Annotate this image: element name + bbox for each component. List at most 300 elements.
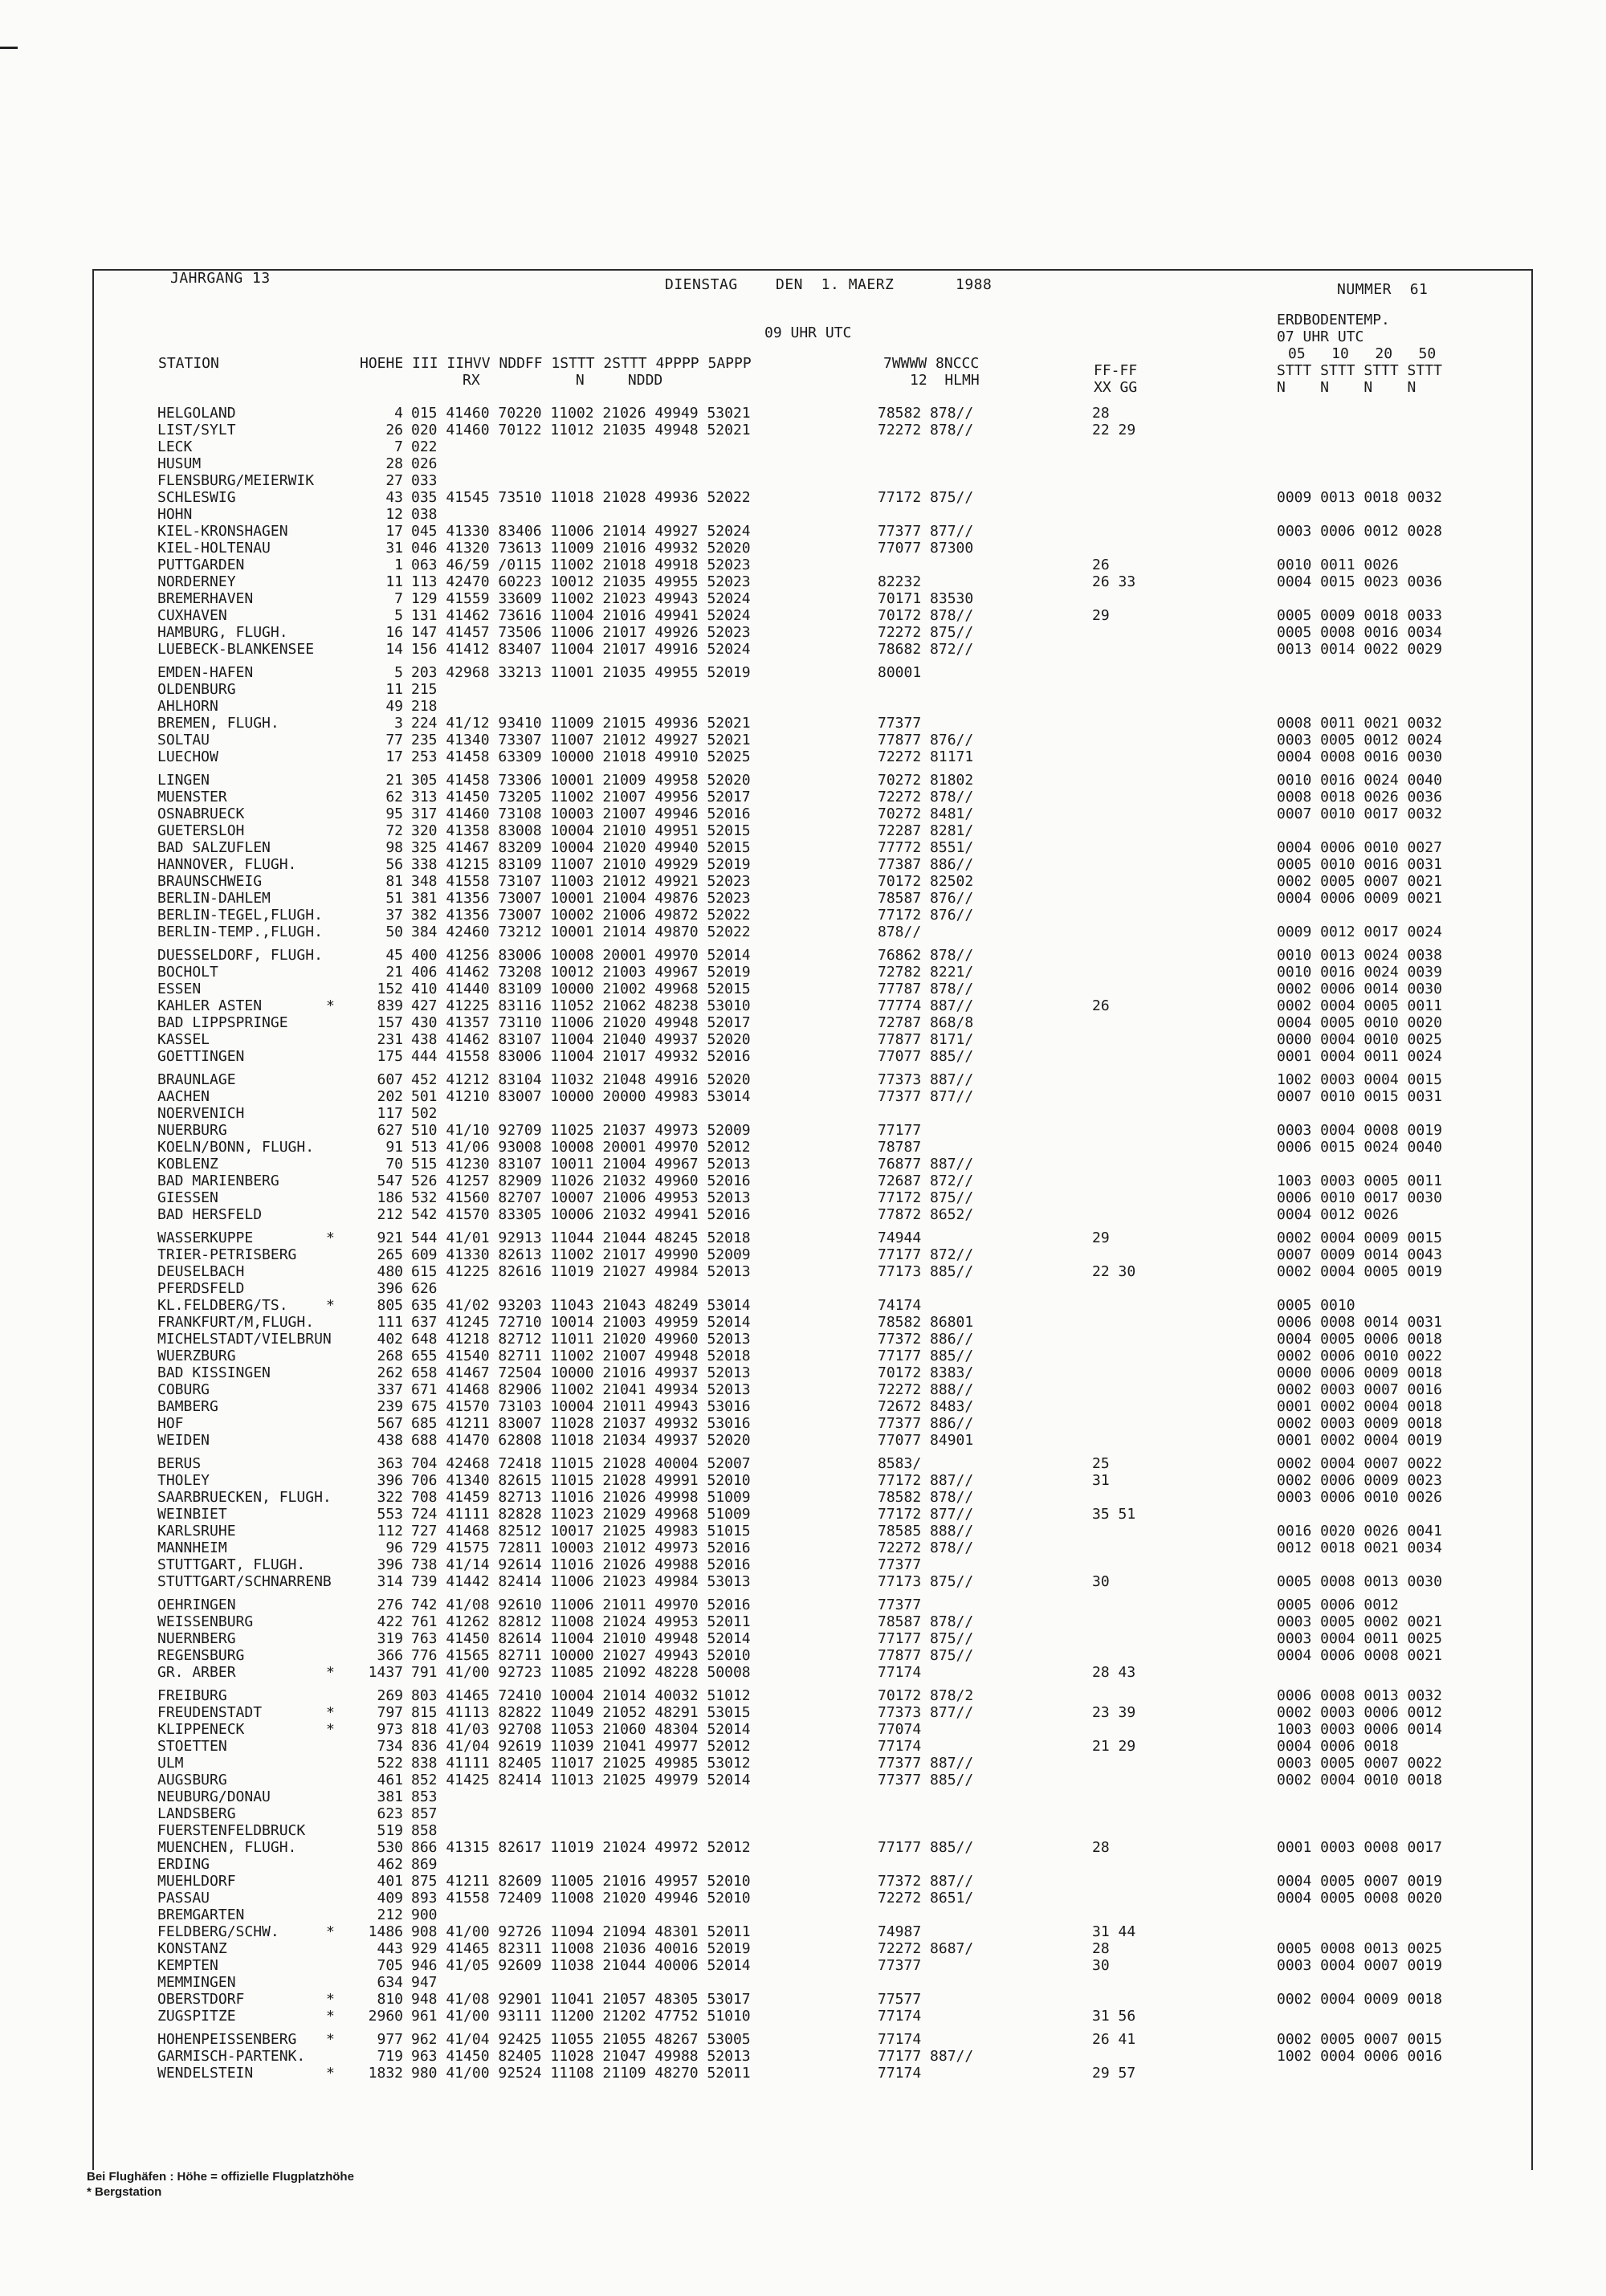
station-name: TRIER-PETRISBERG: [157, 1246, 297, 1263]
table-row: [0, 1172, 1606, 1189]
synop-groups: 215: [411, 681, 438, 698]
weather-groups: 72272 8687/: [878, 1940, 974, 1957]
soil-temperatures: 0001 0002 0004 0018: [1277, 1398, 1442, 1415]
synop-groups: 015 41460 70220 11002 21026 49949 53021: [411, 405, 751, 422]
year-label: 1988: [956, 276, 993, 293]
soil-temperatures: 0004 0006 0010 0027: [1277, 839, 1442, 856]
station-height: 1437: [368, 1664, 403, 1681]
wind-gusts: 28 43: [1092, 1664, 1136, 1681]
weather-groups: 70171 83530: [878, 590, 974, 607]
weather-groups: 72272 8651/: [878, 1890, 974, 1907]
table-row: [0, 924, 1606, 940]
station-height: 17: [385, 523, 403, 540]
wind-gusts: 35 51: [1092, 1506, 1136, 1523]
soil-temperatures: 0010 0016 0024 0040: [1277, 772, 1442, 789]
table-row: [0, 1788, 1606, 1805]
table-row: [0, 607, 1606, 624]
table-row: [0, 772, 1606, 789]
station-name: HELGOLAND: [157, 405, 236, 422]
weather-groups: 78682 872//: [878, 641, 974, 658]
station-name: FREUDENSTADT: [157, 1704, 263, 1721]
soil-temperatures: 0002 0003 0009 0018: [1277, 1415, 1442, 1432]
station-name: OBERSTDORF: [157, 1991, 245, 2008]
station-name: PFERDSFELD: [157, 1280, 245, 1297]
weather-groups: 77172 876//: [878, 907, 974, 924]
weather-groups: 78582 86801: [878, 1314, 974, 1331]
weather-groups: 77172 877//: [878, 1506, 974, 1523]
soil-n-header: N N N N: [1277, 379, 1416, 396]
weather-groups: 78587 876//: [878, 890, 974, 907]
station-height: 28: [385, 455, 403, 472]
synop-groups: 203 42968 33213 11001 21035 49955 52019: [411, 664, 751, 681]
station-height: 31: [385, 540, 403, 557]
weather-groups: 72272 878//: [878, 422, 974, 438]
station-height: 402: [377, 1331, 403, 1348]
synop-groups: 946 41/05 92609 11038 21044 40006 52014: [411, 1957, 751, 1974]
station-height: 422: [377, 1613, 403, 1630]
table-row: [0, 873, 1606, 890]
station-name: DUESSELDORF, FLUGH.: [157, 947, 323, 964]
synop-groups: 685 41211 83007 11028 21037 49932 53016: [411, 1415, 751, 1432]
volume-label: JAHRGANG 13: [170, 270, 271, 287]
station-height: 16: [385, 624, 403, 641]
station-height: 21: [385, 772, 403, 789]
weather-groups: 77172 875//: [878, 489, 974, 506]
synop-groups: 438 41462 83107 11004 21040 49937 52020: [411, 1031, 751, 1048]
weather-groups: 72787 868/8: [878, 1014, 974, 1031]
wind-gusts: 26: [1092, 557, 1110, 573]
weather-groups: 77177: [878, 1122, 922, 1139]
table-row: [0, 839, 1606, 856]
soil-temperatures: 0000 0004 0010 0025: [1277, 1031, 1442, 1048]
station-height: 56: [385, 856, 403, 873]
table-row: [0, 472, 1606, 489]
soil-temperatures: 0002 0004 0009 0015: [1277, 1230, 1442, 1246]
station-name: MICHELSTADT/VIELBRUN: [157, 1331, 332, 1348]
station-height: 973: [377, 1721, 403, 1738]
mountain-marker: *: [326, 2008, 335, 2025]
synop-groups: 729 41575 72811 10003 21012 49973 52016: [411, 1540, 751, 1556]
station-height: 522: [377, 1755, 403, 1772]
station-height: 26: [385, 422, 403, 438]
station-height: 462: [377, 1856, 403, 1873]
station-name: KAHLER ASTEN: [157, 997, 263, 1014]
soil-temperatures: 0005 0008 0013 0025: [1277, 1940, 1442, 1957]
station-name: BOCHOLT: [157, 964, 218, 981]
soil-temperatures: 0001 0003 0008 0017: [1277, 1839, 1442, 1856]
soil-temperatures: 0008 0011 0021 0032: [1277, 715, 1442, 732]
table-row: [0, 1890, 1606, 1907]
station-height: 12: [385, 506, 403, 523]
station-height: 175: [377, 1048, 403, 1065]
table-row: [0, 1122, 1606, 1139]
soil-temperatures: 0003 0004 0007 0019: [1277, 1957, 1442, 1974]
station-name: NOERVENICH: [157, 1105, 245, 1122]
synop-groups: 671 41468 82906 11002 21041 49934 52013: [411, 1381, 751, 1398]
synop-groups: 963 41450 82405 11028 21047 49988 52013: [411, 2048, 751, 2065]
synop-groups: 908 41/00 92726 11094 21094 48301 52011: [411, 1923, 751, 1940]
station-name: BAD KISSINGEN: [157, 1364, 271, 1381]
punch-mark: [0, 47, 18, 49]
wind-gusts: 31 56: [1092, 2008, 1136, 2025]
weather-groups: 77774 887//: [878, 997, 974, 1014]
table-row: [0, 641, 1606, 658]
weather-groups: 72272 878//: [878, 789, 974, 805]
synop-groups: 510 41/10 92709 11025 21037 49973 52009: [411, 1122, 751, 1139]
table-row: [0, 856, 1606, 873]
station-name: OLDENBURG: [157, 681, 236, 698]
table-row: [0, 540, 1606, 557]
weather-groups: 77377 886//: [878, 1415, 974, 1432]
station-name: BAMBERG: [157, 1398, 218, 1415]
weather-groups: 77077 84901: [878, 1432, 974, 1449]
station-name: PASSAU: [157, 1890, 210, 1907]
wind-gusts: 26 41: [1092, 2031, 1136, 2048]
weather-groups: 77177 885//: [878, 1348, 974, 1364]
weather-groups: 77877 8171/: [878, 1031, 974, 1048]
table-row: [0, 1263, 1606, 1280]
synop-groups: 147 41457 73506 11006 21017 49926 52023: [411, 624, 751, 641]
soil-temperatures: 0002 0004 0005 0011: [1277, 997, 1442, 1014]
station-name: LUEBECK-BLANKENSEE: [157, 641, 315, 658]
station-height: 11: [385, 681, 403, 698]
station-name: HANNOVER, FLUGH.: [157, 856, 297, 873]
synop-groups: 502: [411, 1105, 438, 1122]
station-name: GUETERSLOH: [157, 822, 245, 839]
synop-groups: 526 41257 82909 11026 21032 49960 52016: [411, 1172, 751, 1189]
station-name: BAD SALZUFLEN: [157, 839, 271, 856]
footnote-airports: Bei Flughäfen : Höhe = offizielle Flugplatzhöhe: [87, 2170, 354, 2184]
table-row: [0, 1230, 1606, 1246]
table-row: [0, 1523, 1606, 1540]
station-height: 396: [377, 1472, 403, 1489]
synop-groups: 035 41545 73510 11018 21028 49936 52022: [411, 489, 751, 506]
weather-groups: 77174: [878, 2031, 922, 2048]
synop-groups: 929 41465 82311 11008 21036 40016 52019: [411, 1940, 751, 1957]
table-row: [0, 1280, 1606, 1297]
station-name: BERLIN-DAHLEM: [157, 890, 271, 907]
synop-groups: 156 41412 83407 11004 21017 49916 52024: [411, 641, 751, 658]
weather-groups: 77074: [878, 1721, 922, 1738]
station-name: BERUS: [157, 1455, 202, 1472]
weather-groups: 70172 8383/: [878, 1364, 974, 1381]
station-name: BREMGARTEN: [157, 1907, 245, 1923]
station-height: 152: [377, 981, 403, 997]
weather-groups: 77173 875//: [878, 1573, 974, 1590]
table-row: [0, 1364, 1606, 1381]
weather-groups: 72272 878//: [878, 1540, 974, 1556]
table-row: [0, 1805, 1606, 1822]
weather-groups: 70172 82502: [878, 873, 974, 890]
table-row: [0, 506, 1606, 523]
synop-groups: 038: [411, 506, 438, 523]
synop-groups: 893 41558 72409 11008 21020 49946 52010: [411, 1890, 751, 1907]
observation-time: 09 UHR UTC: [764, 324, 852, 341]
table-row: [0, 1940, 1606, 1957]
wind-header-line2: XX GG: [1094, 379, 1138, 396]
station-height: 95: [385, 805, 403, 822]
station-name: BERLIN-TEMP.,FLUGH.: [157, 924, 323, 940]
station-name: LINGEN: [157, 772, 210, 789]
station-height: 62: [385, 789, 403, 805]
synop-groups: 742 41/08 92610 11006 21011 49970 52016: [411, 1597, 751, 1613]
station-height: 5: [394, 607, 403, 624]
station-height: 409: [377, 1890, 403, 1907]
mountain-marker: *: [326, 1230, 335, 1246]
soil-temperatures: 0002 0005 0007 0015: [1277, 2031, 1442, 2048]
synop-groups: 317 41460 73108 10003 21007 49946 52016: [411, 805, 751, 822]
station-height: 839: [377, 997, 403, 1014]
table-row: [0, 1839, 1606, 1856]
table-row: [0, 489, 1606, 506]
synop-groups: 382 41356 73007 10002 21006 49872 52022: [411, 907, 751, 924]
soil-temperatures: 0000 0006 0009 0018: [1277, 1364, 1442, 1381]
weather-groups: 72272 81171: [878, 748, 974, 765]
station-name: MUEHLDORF: [157, 1873, 236, 1890]
table-row: [0, 698, 1606, 715]
weather-groups: 77787 878//: [878, 981, 974, 997]
wind-gusts: 22 29: [1092, 422, 1136, 438]
weather-groups: 72687 872//: [878, 1172, 974, 1189]
soil-temperatures: 0003 0006 0010 0026: [1277, 1489, 1442, 1506]
station-height: 51: [385, 890, 403, 907]
weather-groups: 77174: [878, 1664, 922, 1681]
station-name: AACHEN: [157, 1088, 210, 1105]
soil-temperatures: 0005 0006 0012: [1277, 1597, 1399, 1613]
table-row: [0, 2008, 1606, 2025]
synop-groups: 947: [411, 1974, 438, 1991]
code-header-line2: RX N NDDD: [463, 372, 663, 389]
wind-gusts: 28: [1092, 1839, 1110, 1856]
wind-gusts: 31: [1092, 1472, 1110, 1489]
station-height: 3: [394, 715, 403, 732]
wind-gusts: 26: [1092, 997, 1110, 1014]
station-height: 719: [377, 2048, 403, 2065]
station-name: BRAUNSCHWEIG: [157, 873, 263, 890]
soil-temperatures: 0002 0006 0014 0030: [1277, 981, 1442, 997]
table-row: [0, 1156, 1606, 1172]
station-name: AHLHORN: [157, 698, 218, 715]
soil-temp-time: 07 UHR UTC: [1277, 328, 1364, 345]
synop-groups: 430 41357 73110 11006 21020 49948 52017: [411, 1014, 751, 1031]
weather-groups: 77377: [878, 1597, 922, 1613]
weather-groups: 77377 887//: [878, 1755, 974, 1772]
station-height: 623: [377, 1805, 403, 1822]
station-name: SOLTAU: [157, 732, 210, 748]
table-row: [0, 1664, 1606, 1681]
table-row: [0, 664, 1606, 681]
station-height: 43: [385, 489, 403, 506]
table-row: [0, 1721, 1606, 1738]
table-row: [0, 1398, 1606, 1415]
station-name: GIESSEN: [157, 1189, 218, 1206]
soil-temperatures: 0009 0013 0018 0032: [1277, 489, 1442, 506]
soil-depths-header: 05 10 20 50: [1288, 345, 1437, 362]
soil-temperatures: 0004 0005 0006 0018: [1277, 1331, 1442, 1348]
soil-temperatures: 1003 0003 0006 0014: [1277, 1721, 1442, 1738]
synop-groups: 626: [411, 1280, 438, 1297]
weather-groups: 8583/: [878, 1455, 922, 1472]
table-row: [0, 1704, 1606, 1721]
table-row: [0, 1506, 1606, 1523]
synop-groups: 852 41425 82414 11013 21025 49979 52014: [411, 1772, 751, 1788]
synop-groups: 224 41/12 93410 11009 21015 49936 52021: [411, 715, 751, 732]
soil-temperatures: 0004 0006 0008 0021: [1277, 1647, 1442, 1664]
station-name: SAARBRUECKEN, FLUGH.: [157, 1489, 332, 1506]
weather-groups: 77077 885//: [878, 1048, 974, 1065]
weather-groups: 72272 875//: [878, 624, 974, 641]
station-height: 734: [377, 1738, 403, 1755]
synop-groups: 761 41262 82812 11008 21024 49953 52011: [411, 1613, 751, 1630]
station-name: HUSUM: [157, 455, 202, 472]
weather-groups: 70172 878/2: [878, 1687, 974, 1704]
weather-groups: 74174: [878, 1297, 922, 1314]
synop-groups: 658 41467 72504 10000 21016 49937 52013: [411, 1364, 751, 1381]
soil-temperatures: 0003 0005 0002 0021: [1277, 1613, 1442, 1630]
table-row: [0, 2048, 1606, 2065]
station-height: 17: [385, 748, 403, 765]
table-row: [0, 1755, 1606, 1772]
station-name: OSNABRUECK: [157, 805, 245, 822]
table-row: [0, 2031, 1606, 2048]
station-name: EMDEN-HAFEN: [157, 664, 254, 681]
soil-temperatures: 0003 0006 0012 0028: [1277, 523, 1442, 540]
soil-temperatures: 0006 0008 0013 0032: [1277, 1687, 1442, 1704]
weather-groups: 77177 887//: [878, 2048, 974, 2065]
station-name: WEIDEN: [157, 1432, 210, 1449]
weather-groups: 77377: [878, 1556, 922, 1573]
table-row: [0, 455, 1606, 472]
station-name: ESSEN: [157, 981, 202, 997]
table-row: [0, 1031, 1606, 1048]
station-height: 91: [385, 1139, 403, 1156]
soil-temperatures: 0005 0008 0013 0030: [1277, 1573, 1442, 1590]
station-name: HOHENPEISSENBERG: [157, 2031, 297, 2048]
station-height: 461: [377, 1772, 403, 1788]
weather-groups: 77387 886//: [878, 856, 974, 873]
table-row: [0, 1071, 1606, 1088]
station-height: 438: [377, 1432, 403, 1449]
station-height: 7: [394, 590, 403, 607]
table-row: [0, 1923, 1606, 1940]
weather-groups: 78582 878//: [878, 405, 974, 422]
station-height: 519: [377, 1822, 403, 1839]
weather-groups: 77373 887//: [878, 1071, 974, 1088]
synop-groups: 724 41111 82828 11023 21029 49968 51009: [411, 1506, 751, 1523]
table-row: [0, 1014, 1606, 1031]
station-height: 111: [377, 1314, 403, 1331]
soil-temperatures: 0013 0014 0022 0029: [1277, 641, 1442, 658]
weather-groups: 77077 87300: [878, 540, 974, 557]
weather-groups: 78587 878//: [878, 1613, 974, 1630]
station-name: MANNHEIM: [157, 1540, 227, 1556]
soil-temperatures: 0004 0006 0009 0021: [1277, 890, 1442, 907]
station-name: PUTTGARDEN: [157, 557, 245, 573]
table-row: [0, 964, 1606, 981]
synop-groups: 708 41459 82713 11016 21026 49998 51009: [411, 1489, 751, 1506]
station-name: WUERZBURG: [157, 1348, 236, 1364]
table-row: [0, 789, 1606, 805]
weather-groups: 72782 8221/: [878, 964, 974, 981]
synop-groups: 544 41/01 92913 11044 21044 48245 52018: [411, 1230, 751, 1246]
wind-gusts: 23 39: [1092, 1704, 1136, 1721]
synop-groups: 325 41467 83209 10004 21020 49940 52015: [411, 839, 751, 856]
station-name: NUERNBERG: [157, 1630, 236, 1647]
wind-gusts: 31 44: [1092, 1923, 1136, 1940]
station-height: 157: [377, 1014, 403, 1031]
synop-groups: 022: [411, 438, 438, 455]
soil-temperatures: 0010 0016 0024 0039: [1277, 964, 1442, 981]
synop-groups: 900: [411, 1907, 438, 1923]
weather-groups: 78787: [878, 1139, 922, 1156]
station-name: ERDING: [157, 1856, 210, 1873]
synop-groups: 218: [411, 698, 438, 715]
station-name: WEISSENBURG: [157, 1613, 254, 1630]
station-height: 607: [377, 1071, 403, 1088]
soil-temperatures: 0007 0010 0017 0032: [1277, 805, 1442, 822]
station-name: BAD HERSFELD: [157, 1206, 263, 1223]
weather-groups: 76862 878//: [878, 947, 974, 964]
station-name: GR. ARBER: [157, 1664, 236, 1681]
synop-groups: 020 41460 70122 11012 21035 49948 52021: [411, 422, 751, 438]
weather-groups: 77173 885//: [878, 1263, 974, 1280]
synop-groups: 948 41/08 92901 11041 21057 48305 53017: [411, 1991, 751, 2008]
table-row: [0, 1048, 1606, 1065]
station-name: KOBLENZ: [157, 1156, 218, 1172]
weather-groups: 77577: [878, 1991, 922, 2008]
station-name: HAMBURG, FLUGH.: [157, 624, 288, 641]
synop-groups: 338 41215 83109 11007 21010 49929 52019: [411, 856, 751, 873]
table-row: [0, 1573, 1606, 1590]
soil-temperatures: 0005 0008 0016 0034: [1277, 624, 1442, 641]
station-height: 98: [385, 839, 403, 856]
station-name: LUECHOW: [157, 748, 218, 765]
soil-temperatures: 0003 0004 0008 0019: [1277, 1122, 1442, 1139]
station-height: 212: [377, 1907, 403, 1923]
station-name: WASSERKUPPE: [157, 1230, 254, 1246]
synop-groups: 836 41/04 92619 11039 21041 49977 52012: [411, 1738, 751, 1755]
weather-groups: 77772 8551/: [878, 839, 974, 856]
footnote-mountain-station: * Bergstation: [87, 2185, 162, 2199]
weather-groups: 76877 887//: [878, 1156, 974, 1172]
synop-groups: 869: [411, 1856, 438, 1873]
mountain-marker: *: [326, 2031, 335, 2048]
table-row: [0, 1974, 1606, 1991]
station-name: BAD LIPPSPRINGE: [157, 1014, 288, 1031]
table-row: [0, 748, 1606, 765]
station-height: 265: [377, 1246, 403, 1263]
table-row: [0, 805, 1606, 822]
station-height: 4: [394, 405, 403, 422]
synop-groups: 026: [411, 455, 438, 472]
station-height: 72: [385, 822, 403, 839]
soil-temperatures: 0006 0015 0024 0040: [1277, 1139, 1442, 1156]
soil-temperatures: 1002 0004 0006 0016: [1277, 2048, 1442, 2065]
soil-temperatures: 0004 0006 0018: [1277, 1738, 1399, 1755]
table-row: [0, 1613, 1606, 1630]
station-height: 337: [377, 1381, 403, 1398]
station-height: 705: [377, 1957, 403, 1974]
soil-temperatures: 0008 0018 0026 0036: [1277, 789, 1442, 805]
soil-temperatures: 0009 0012 0017 0024: [1277, 924, 1442, 940]
synop-groups: 542 41570 83305 10006 21032 49941 52016: [411, 1206, 751, 1223]
station-height: 70: [385, 1156, 403, 1172]
table-row: [0, 1856, 1606, 1873]
weather-groups: 72672 8483/: [878, 1398, 974, 1415]
soil-temperatures: 0003 0005 0012 0024: [1277, 732, 1442, 748]
synop-groups: 776 41565 82711 10000 21027 49943 52010: [411, 1647, 751, 1664]
soil-temperatures: 0002 0003 0007 0016: [1277, 1381, 1442, 1398]
